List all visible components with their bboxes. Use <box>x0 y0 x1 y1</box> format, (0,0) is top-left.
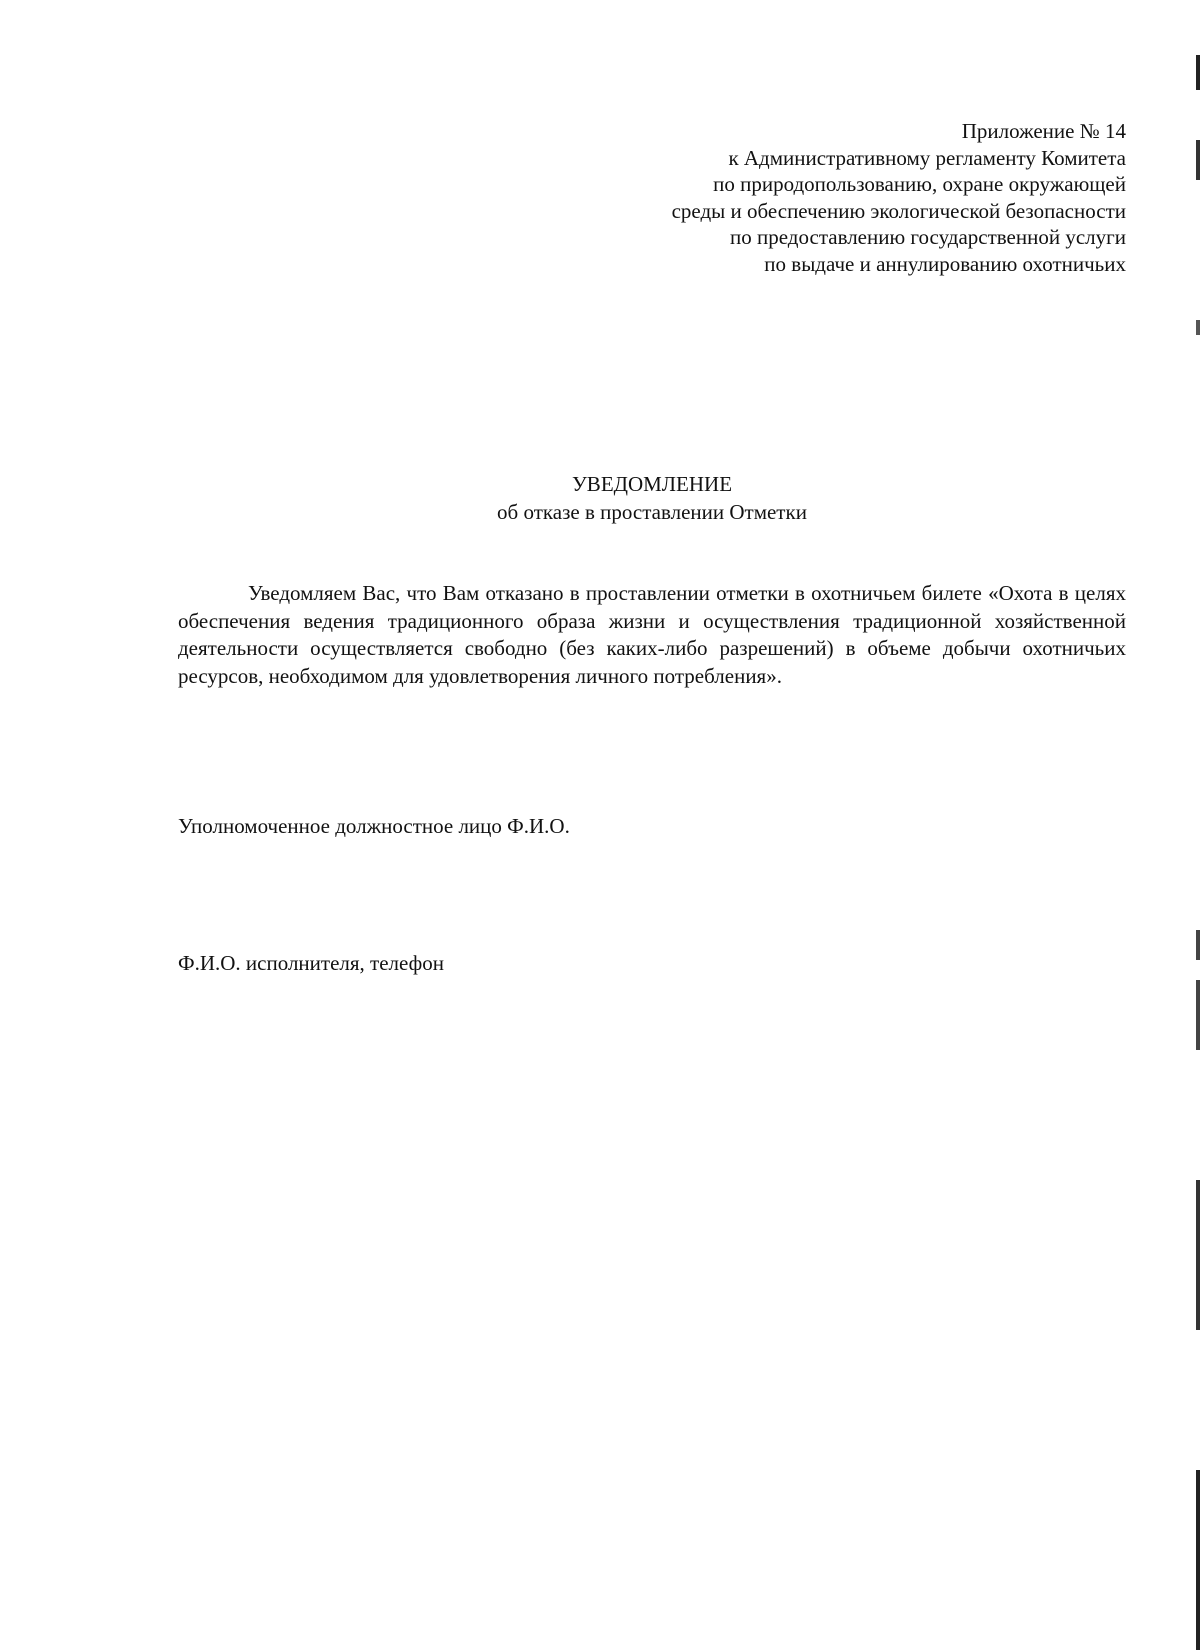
appendix-line-4: среды и обеспечению экологической безопасности <box>671 198 1126 223</box>
appendix-line-6: по выдаче и аннулированию охотничьих <box>764 251 1126 276</box>
appendix-header <box>506 118 1126 277</box>
appendix-line-3: по природопользованию, охране окружающей <box>713 172 1126 196</box>
appendix-number: Приложение № 14 <box>961 119 1126 143</box>
document-subtitle: об отказе в проставлении Отметки <box>497 500 807 524</box>
scan-edge-artifact <box>1196 0 1200 1650</box>
signature-line: Уполномоченное должностное лицо Ф.И.О. <box>178 814 570 838</box>
notification-paragraph: Уведомляем Вас, что Вам отказано в проставлении отметки в охотничьем билете «Охота в целях обеспечения ведения традиционного образа жизни и осуществления традиционной хозяйственной деятельности осуществляется свободно (без каких-либо разрешений) в объеме добычи охотничьих ресурсов, необходимом для удовлетворения личного потребления». <box>178 581 1126 688</box>
appendix-line-5: по предоставлению государственной услуги <box>730 225 1126 249</box>
executor-line: Ф.И.О. исполнителя, телефон <box>178 951 444 975</box>
document-title: УВЕДОМЛЕНИЕ <box>571 472 733 496</box>
appendix-line-2: к Административному регламенту Комитета <box>728 145 1126 170</box>
